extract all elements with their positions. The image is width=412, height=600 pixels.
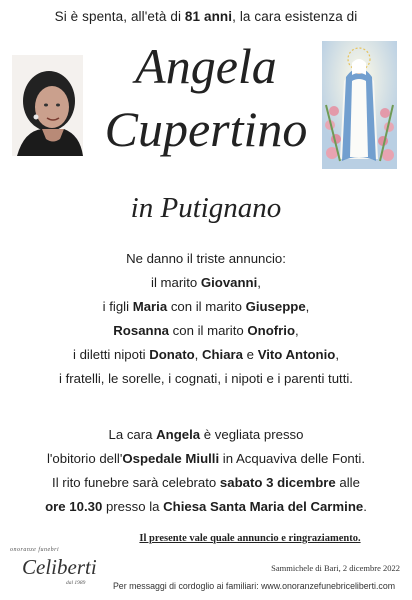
text-segment: . bbox=[363, 499, 367, 515]
text-segment: Ne danno il triste annuncio: bbox=[126, 251, 286, 266]
text-line bbox=[0, 247, 412, 271]
intro-line: Si è spenta, all'età di 81 anni, la cara esistenza di bbox=[54, 9, 358, 24]
first-name: Angela bbox=[135, 38, 277, 94]
logo-name: Celiberti bbox=[22, 555, 97, 579]
married-name: in Putignano bbox=[130, 192, 282, 224]
text-line bbox=[0, 447, 412, 471]
name-highlight: Angela bbox=[156, 427, 201, 442]
text-segment: il marito bbox=[151, 275, 201, 291]
name-highlight: Chiesa Santa Maria del Carmine bbox=[163, 499, 364, 515]
text-line bbox=[0, 471, 412, 495]
text-line bbox=[0, 343, 412, 367]
last-name: Cupertino bbox=[104, 101, 308, 157]
name-highlight: Giovanni bbox=[200, 275, 258, 291]
text-segment: alle bbox=[335, 475, 360, 491]
text-line bbox=[0, 319, 412, 343]
text-segment: , bbox=[295, 323, 299, 339]
contact-line: Per messaggi di cordoglio ai familiari: www.onoranzefunebriceliberti.com bbox=[112, 581, 396, 591]
text-segment: i diletti nipoti bbox=[72, 347, 150, 363]
text-segment: con il marito bbox=[167, 299, 246, 315]
name-highlight: Donato bbox=[149, 347, 195, 363]
text-segment: , bbox=[257, 275, 261, 291]
name-highlight: Vito Antonio bbox=[257, 347, 336, 363]
name-highlight: Onofrio bbox=[247, 323, 296, 339]
text-line bbox=[0, 423, 412, 447]
text-segment: , bbox=[305, 299, 310, 315]
age: 81 anni bbox=[184, 9, 233, 24]
madonna-image bbox=[322, 41, 397, 169]
announcement-block bbox=[0, 247, 412, 392]
text-segment: Il rito funebre sarà celebrato bbox=[52, 475, 220, 491]
logo-since: dal 1989 bbox=[66, 580, 86, 586]
text-segment: i fratelli, le sorelle, i cognati, i nipoti e i parenti tutti. bbox=[59, 371, 353, 387]
funeral-details-block bbox=[0, 423, 412, 519]
text-segment: e bbox=[243, 347, 258, 363]
text-line bbox=[0, 495, 412, 519]
text-segment: i figli bbox=[102, 299, 133, 315]
text-segment: in Acquaviva delle Fonti. bbox=[219, 451, 366, 467]
text-segment: La cara bbox=[108, 427, 157, 442]
logo-tagline: onoranze funebri bbox=[10, 547, 60, 553]
name-highlight: Maria bbox=[132, 299, 168, 315]
notice-line: Il presente vale quale annuncio e ringraziamento. bbox=[139, 533, 361, 544]
place-date: Sammichele di Bari, 2 dicembre 2022 bbox=[271, 563, 400, 573]
text-segment: l'obitorio dell' bbox=[46, 451, 123, 467]
text-segment: con il marito bbox=[168, 323, 248, 339]
text-line bbox=[0, 271, 412, 295]
text-line bbox=[0, 367, 412, 391]
text-segment: presso la bbox=[102, 499, 164, 515]
funeral-home-logo bbox=[10, 547, 100, 592]
name-highlight: sabato 3 dicembre bbox=[219, 475, 336, 491]
name-highlight: Rosanna bbox=[113, 323, 169, 339]
name-highlight: Giuseppe bbox=[245, 299, 306, 315]
portrait-photo bbox=[12, 55, 83, 156]
text-line bbox=[0, 295, 412, 319]
name-highlight: Chiara bbox=[201, 347, 244, 363]
text-segment: , bbox=[335, 347, 340, 363]
text-segment: , bbox=[194, 347, 202, 363]
name-highlight: Ospedale Miulli bbox=[122, 451, 220, 467]
name-highlight: ore 10.30 bbox=[45, 499, 103, 515]
text-segment: è vegliata presso bbox=[200, 427, 304, 442]
